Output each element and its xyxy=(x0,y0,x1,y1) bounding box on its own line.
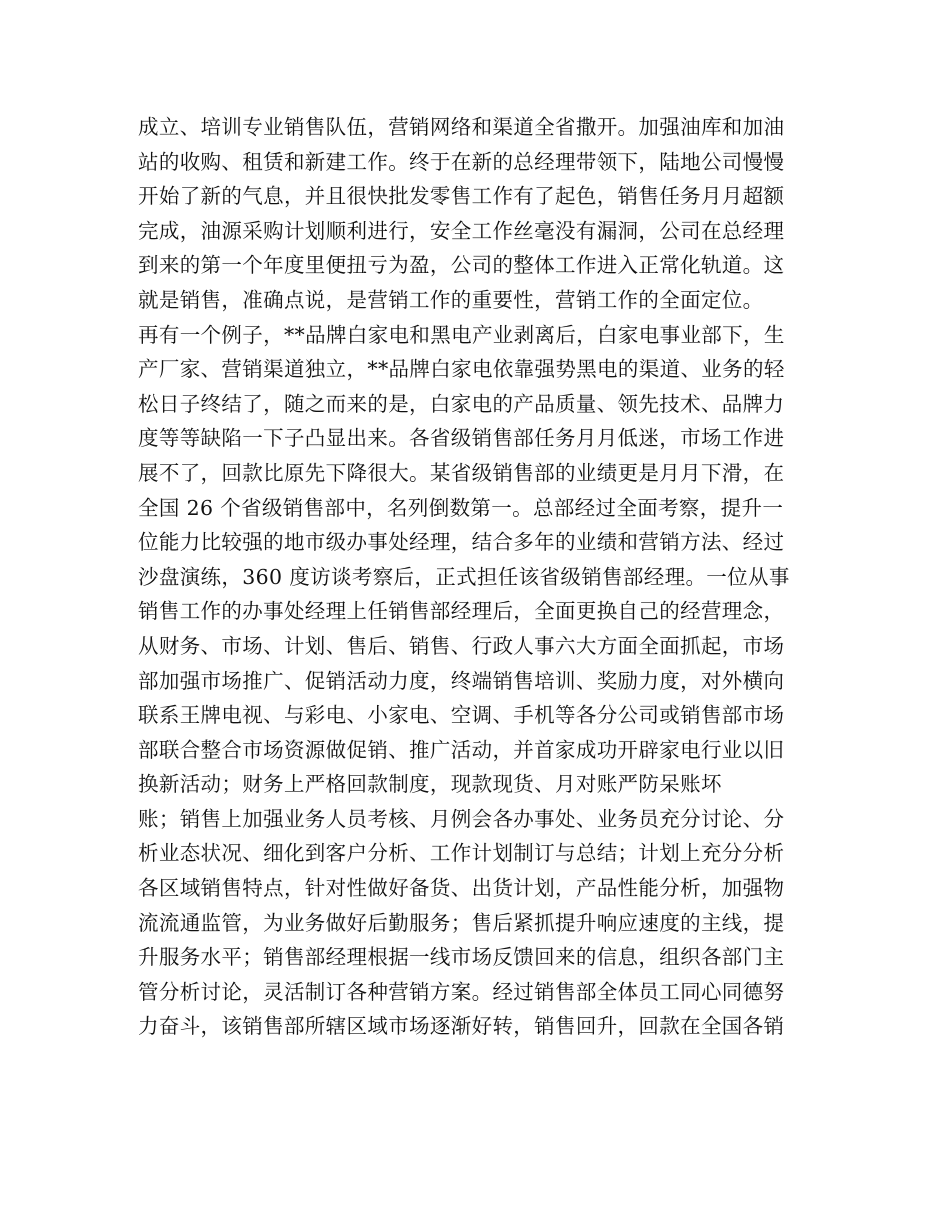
text-line: 度等等缺陷一下子凸显出来。各省级销售部任务月月低迷，市场工作进 xyxy=(138,426,785,451)
text-line: 换新活动；财务上严格回款制度，现款现货、月对账严防呆账坏 xyxy=(138,772,722,797)
text-line: 升服务水平；销售部经理根据一线市场反馈回来的信息，组织各部门主 xyxy=(138,945,785,970)
text-line: 析业态状况、细化到客户分析、工作计划制订与总结；计划上充分分析 xyxy=(138,841,785,866)
text-line: 沙盘演练，360 度访谈考察后，正式担任该省级销售部经理。一位从事 xyxy=(138,564,790,589)
text-line: 到来的第一个年度里便扭亏为盈，公司的整体工作进入正常化轨道。这 xyxy=(138,253,785,278)
text-line: 联系王牌电视、与彩电、小家电、空调、手机等各分公司或销售部市场 xyxy=(138,703,785,728)
body-text xyxy=(138,110,818,1044)
text-line: 力奋斗，该销售部所辖区域市场逐渐好转，销售回升，回款在全国各销 xyxy=(138,1014,785,1039)
text-line: 再有一个例子，**品牌白家电和黑电产业剥离后，白家电事业部下，生 xyxy=(138,322,785,347)
text-line: 就是销售，准确点说，是营销工作的重要性，营销工作的全面定位。 xyxy=(138,287,764,312)
text-line: 全国 26 个省级销售部中，名列倒数第一。总部经过全面考察，提升一 xyxy=(138,495,784,520)
text-line: 开始了新的气息，并且很快批发零售工作有了起色，销售任务月月超额 xyxy=(138,184,785,209)
text-line: 展不了，回款比原先下降很大。某省级销售部的业绩更是月月下滑，在 xyxy=(138,460,785,485)
text-line: 位能力比较强的地市级办事处经理，结合多年的业绩和营销方法、经过 xyxy=(138,530,785,555)
text-line: 流流通监管，为业务做好后勤服务；售后紧抓提升响应速度的主线，提 xyxy=(138,910,785,935)
text-line: 松日子终结了，随之而来的是，白家电的产品质量、领先技术、品牌力 xyxy=(138,391,785,416)
text-line: 部加强市场推广、促销活动力度，终端销售培训、奖励力度，对外横向 xyxy=(138,668,785,693)
text-line: 从财务、市场、计划、售后、销售、行政人事六大方面全面抓起，市场 xyxy=(138,633,785,658)
text-line: 完成，油源采购计划顺利进行，安全工作丝毫没有漏洞，公司在总经理 xyxy=(138,218,785,243)
text-line: 部联合整合市场资源做促销、推广活动，并首家成功开辟家电行业以旧 xyxy=(138,737,785,762)
text-line: 账；销售上加强业务人员考核、月例会各办事处、业务员充分讨论、分 xyxy=(138,806,785,831)
text-line: 产厂家、营销渠道独立，**品牌白家电依靠强势黑电的渠道、业务的轻 xyxy=(138,357,785,382)
text-line: 站的收购、租赁和新建工作。终于在新的总经理带领下，陆地公司慢慢 xyxy=(138,149,785,174)
text-line: 管分析讨论，灵活制订各种营销方案。经过销售部全体员工同心同德努 xyxy=(138,979,785,1004)
text-line: 成立、培训专业销售队伍，营销网络和渠道全省撒开。加强油库和加油 xyxy=(138,115,785,139)
text-line: 各区域销售特点，针对性做好备货、出货计划，产品性能分析，加强物 xyxy=(138,876,785,901)
text-line: 销售工作的办事处经理上任销售部经理后，全面更换自己的经营理念， xyxy=(138,599,785,624)
